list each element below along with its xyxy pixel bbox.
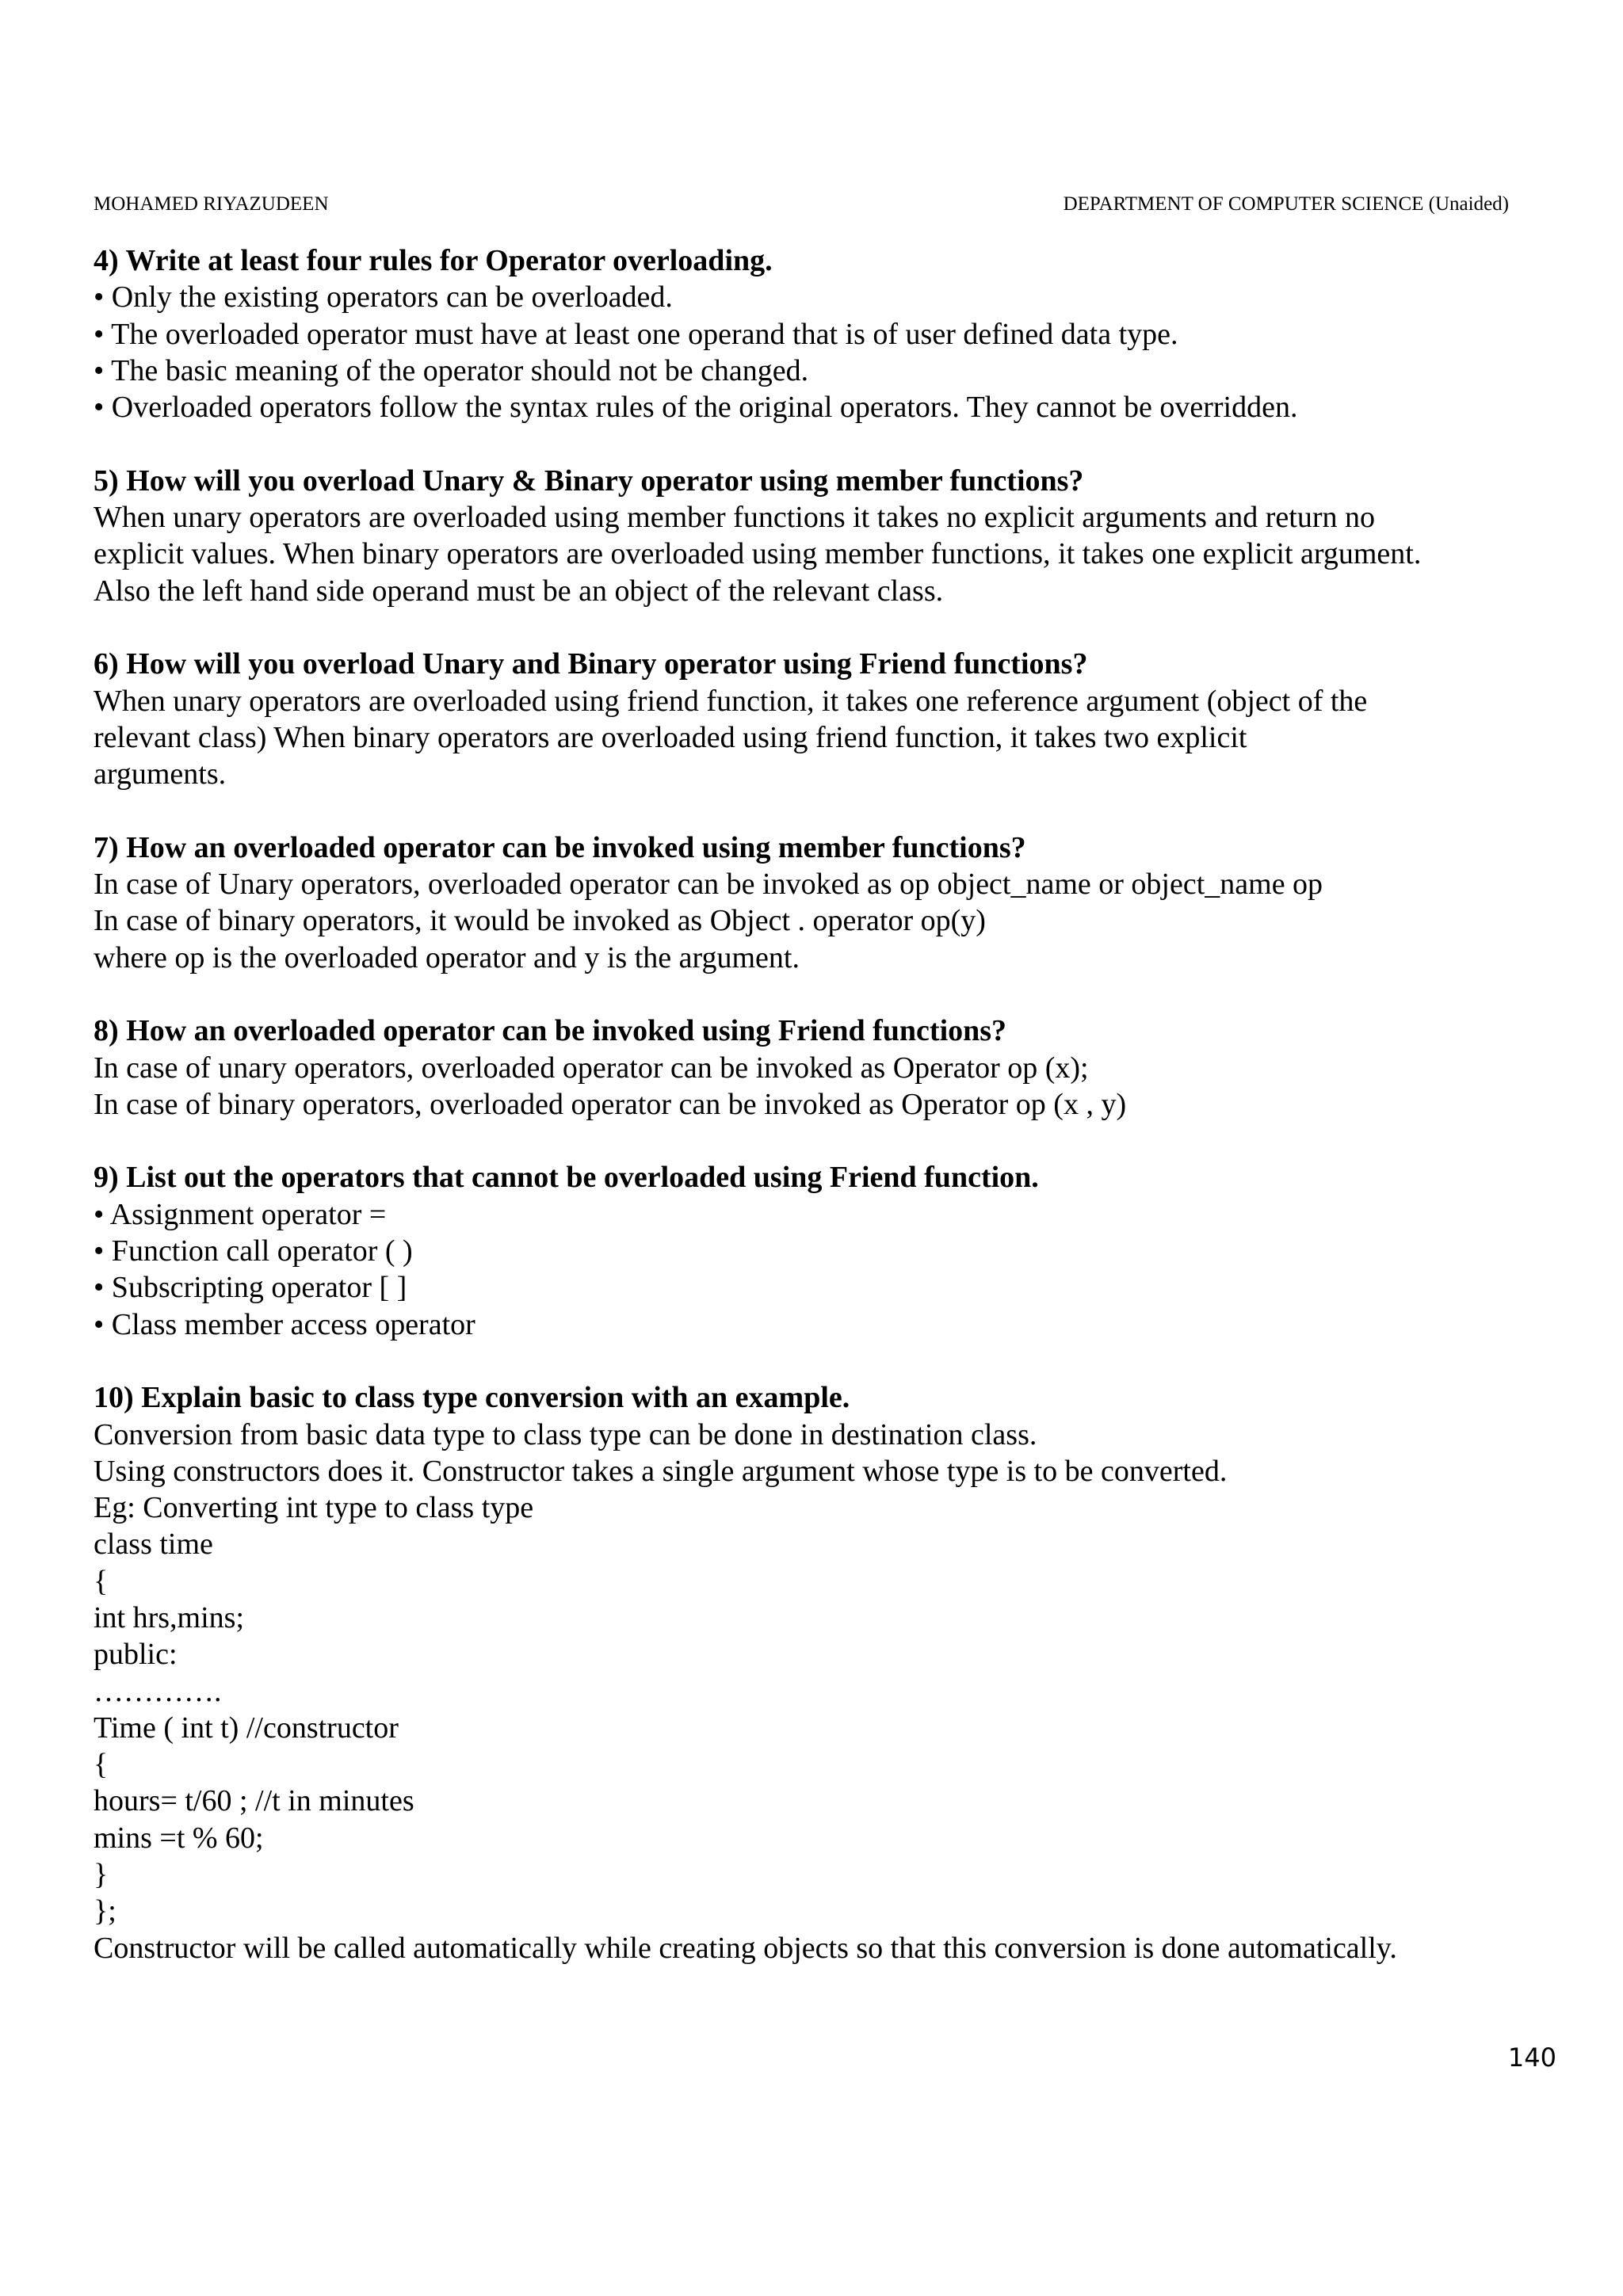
answer-line: arguments. xyxy=(94,757,227,791)
question-heading: 6) How will you overload Unary and Binary operator using Friend functions? xyxy=(94,647,1088,681)
answer-line: In case of binary operators, overloaded operator can be invoked as Operator op (x , y) xyxy=(94,1087,1127,1121)
code-line: mins =t % 60; xyxy=(94,1821,264,1855)
section-spacer xyxy=(94,1123,1552,1159)
question-heading: 7) How an overloaded operator can be invoked using member functions? xyxy=(94,830,1026,864)
code-line: hours= t/60 ; //t in minutes xyxy=(94,1784,414,1818)
answer-line: Eg: Converting int type to class type xyxy=(94,1491,534,1525)
question-heading: 5) How will you overload Unary & Binary operator using member functions? xyxy=(94,463,1084,498)
answer-line: where op is the overloaded operator and y is the argument. xyxy=(94,940,800,974)
header-author: MOHAMED RIYAZUDEEN xyxy=(94,193,329,215)
answer-line: Constructor will be called automatically while creating objects so that this conversion is done automatically. xyxy=(94,1931,1397,1965)
page-body xyxy=(94,242,1552,1966)
answer-line: • Class member access operator xyxy=(94,1307,475,1341)
code-line: …………. xyxy=(94,1674,222,1708)
question-heading: 10) Explain basic to class type conversion with an example. xyxy=(94,1381,850,1415)
question-heading: 8) How an overloaded operator can be invoked using Friend functions? xyxy=(94,1014,1007,1048)
code-line: } xyxy=(94,1858,109,1892)
answer-line: explicit values. When binary operators are overloaded using member functions, it takes one explicit argument. xyxy=(94,537,1422,571)
code-line: }; xyxy=(94,1894,116,1928)
section-q10 xyxy=(94,1379,1552,1966)
answer-line: In case of unary operators, overloaded operator can be invoked as Operator op (x); xyxy=(94,1051,1089,1085)
code-line: { xyxy=(94,1748,109,1782)
answer-line: Using constructors does it. Constructor takes a single argument whose type is to be converted. xyxy=(94,1454,1228,1488)
answer-line: When unary operators are overloaded using member functions it takes no explicit arguments and return no xyxy=(94,501,1375,535)
code-line: class time xyxy=(94,1527,213,1562)
section-spacer xyxy=(94,976,1552,1013)
section-q8 xyxy=(94,1013,1552,1123)
header-department: DEPARTMENT OF COMPUTER SCIENCE (Unaided) xyxy=(1063,193,1509,215)
code-line: public: xyxy=(94,1638,178,1672)
section-q9 xyxy=(94,1159,1552,1342)
question-heading: 4) Write at least four rules for Operator overloading. xyxy=(94,244,773,277)
section-spacer xyxy=(94,425,1552,462)
section-q5 xyxy=(94,463,1552,609)
section-spacer xyxy=(94,792,1552,829)
code-line: { xyxy=(94,1564,109,1598)
code-line: Time ( int t) //constructor xyxy=(94,1711,399,1745)
answer-line: Conversion from basic data type to class type can be done in destination class. xyxy=(94,1417,1037,1451)
answer-line: • The overloaded operator must have at least one operand that is of user defined data type. xyxy=(94,317,1178,351)
answer-line: relevant class) When binary operators are overloaded using friend function, it takes two explicit xyxy=(94,720,1247,754)
answer-line: In case of binary operators, it would be invoked as Object . operator op(y) xyxy=(94,904,986,938)
answer-line: • Assignment operator = xyxy=(94,1197,387,1231)
answer-line: • Overloaded operators follow the syntax rules of the original operators. They cannot be overridden. xyxy=(94,391,1298,425)
page-number: 140 xyxy=(1507,2042,1556,2073)
code-line: int hrs,mins; xyxy=(94,1600,245,1634)
answer-line: • Function call operator ( ) xyxy=(94,1234,413,1268)
section-q7 xyxy=(94,830,1552,976)
answer-line: • Only the existing operators can be overloaded. xyxy=(94,280,673,315)
question-heading: 9) List out the operators that cannot be overloaded using Friend function. xyxy=(94,1161,1039,1195)
section-q4 xyxy=(94,242,1552,425)
answer-line: • The basic meaning of the operator should not be changed. xyxy=(94,353,809,387)
answer-line: In case of Unary operators, overloaded operator can be invoked as op object_name or object_name op xyxy=(94,868,1323,902)
section-q6 xyxy=(94,646,1552,792)
answer-line: When unary operators are overloaded using friend function, it takes one reference argument (object of the xyxy=(94,684,1368,718)
answer-line: • Subscripting operator [ ] xyxy=(94,1271,407,1305)
section-spacer xyxy=(94,1343,1552,1379)
section-spacer xyxy=(94,609,1552,646)
answer-line: Also the left hand side operand must be an object of the relevant class. xyxy=(94,574,944,608)
